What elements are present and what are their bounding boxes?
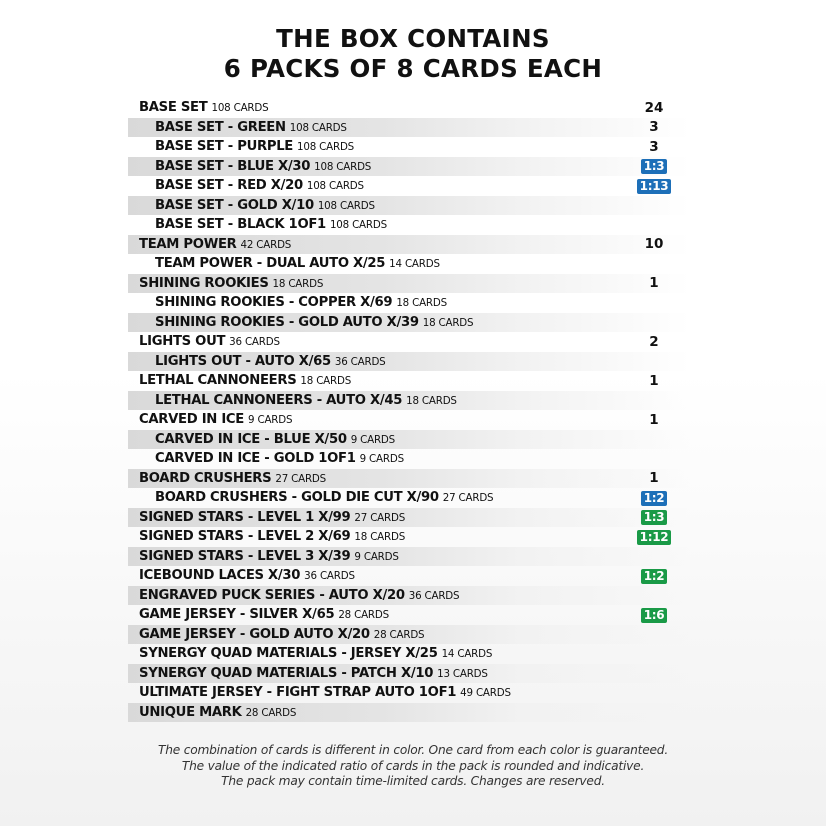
card-set-title: BASE SET - GREEN (155, 119, 286, 135)
card-set-title: TEAM POWER - DUAL AUTO X/25 (155, 256, 386, 272)
card-count: 18 CARDS (272, 277, 324, 290)
card-count: 108 CARDS (317, 199, 375, 212)
pack-quantity (618, 529, 690, 545)
card-set-name (128, 685, 511, 700)
list-item (128, 586, 690, 606)
list-item (128, 98, 690, 118)
card-set-name (128, 120, 347, 135)
card-set-title: BASE SET - GOLD X/10 (155, 197, 314, 213)
card-set-title: SHINING ROOKIES (139, 275, 269, 291)
pack-quantity (618, 490, 690, 506)
card-set-title: BASE SET - RED X/20 (155, 178, 303, 194)
list-item (128, 118, 690, 138)
card-set-name (128, 217, 387, 232)
list-item (128, 215, 690, 235)
list-item (128, 352, 690, 372)
card-set-name (128, 139, 354, 154)
green-ratio-badge: 1:12 (637, 530, 672, 545)
card-count: 108 CARDS (306, 180, 364, 193)
pack-quantity: 3 (649, 119, 659, 136)
card-count: 108 CARDS (289, 121, 347, 134)
card-count: 42 CARDS (240, 238, 292, 251)
card-count: 27 CARDS (354, 511, 406, 524)
list-item (128, 274, 690, 294)
card-set-name (128, 412, 292, 427)
card-set-name (128, 451, 404, 466)
card-set-title: BASE SET - PURPLE (155, 139, 294, 155)
card-count: 108 CARDS (314, 160, 372, 173)
card-set-name (128, 646, 492, 661)
list-item (128, 137, 690, 157)
list-item (128, 547, 690, 567)
green-ratio-badge: 1:2 (641, 569, 668, 584)
card-set-title: TEAM POWER (139, 236, 237, 252)
card-set-title: UNIQUE MARK (139, 704, 242, 720)
card-set-name (128, 490, 493, 505)
card-count: 27 CARDS (275, 472, 326, 485)
green-ratio-badge: 1:6 (641, 608, 668, 623)
card-set-title: ICEBOUND LACES X/30 (139, 568, 301, 584)
card-count: 14 CARDS (441, 648, 493, 661)
card-set-name (128, 295, 447, 310)
card-set-name (128, 237, 291, 252)
list-item (128, 371, 690, 391)
card-set-title: ULTIMATE JERSEY - FIGHT STRAP AUTO 1OF1 (139, 685, 457, 701)
page-title (0, 24, 826, 84)
card-set-title: LETHAL CANNONEERS - AUTO X/45 (155, 392, 403, 408)
card-count: 108 CARDS (297, 141, 355, 154)
blue-ratio-badge: 1:13 (637, 179, 672, 194)
card-count: 36 CARDS (408, 589, 460, 602)
green-ratio-badge: 1:3 (641, 510, 668, 525)
card-count: 28 CARDS (373, 628, 425, 641)
card-count: 28 CARDS (245, 706, 297, 719)
list-item (128, 508, 690, 528)
card-count: 36 CARDS (304, 570, 355, 583)
pack-quantity: 3 (649, 138, 659, 155)
list-item (128, 235, 690, 255)
pack-quantity (618, 178, 690, 194)
card-set-title: LIGHTS OUT - AUTO X/65 (155, 353, 331, 369)
list-item (128, 332, 690, 352)
blue-ratio-badge: 1:2 (641, 491, 668, 506)
card-set-name (128, 666, 488, 681)
pack-quantity: 10 (644, 236, 664, 253)
checklist-table (128, 98, 690, 722)
card-set-title: BASE SET - BLUE X/30 (155, 158, 311, 174)
pack-quantity (618, 509, 690, 525)
pack-quantity: 1 (649, 372, 659, 389)
list-item (128, 430, 690, 450)
card-set-name (128, 178, 364, 193)
disclaimer-line-1: The combination of cards is different in color. One card from each color is guaranteed. (157, 743, 669, 757)
card-set-name (128, 393, 457, 408)
card-count: 18 CARDS (354, 531, 406, 544)
card-set-title: GAME JERSEY - GOLD AUTO X/20 (139, 626, 370, 642)
list-item (128, 293, 690, 313)
list-item (128, 683, 690, 703)
card-set-title: CARVED IN ICE (139, 412, 245, 428)
card-set-title: CARVED IN ICE - GOLD 1OF1 (155, 451, 356, 467)
card-set-name (128, 354, 386, 369)
list-item (128, 566, 690, 586)
list-item (128, 391, 690, 411)
card-count: 27 CARDS (442, 492, 494, 505)
card-set-name (128, 373, 351, 388)
card-set-name (128, 276, 323, 291)
card-set-title: CARVED IN ICE - BLUE X/50 (155, 431, 347, 447)
disclaimer (0, 743, 826, 790)
pack-quantity (618, 568, 690, 584)
card-set-name (128, 529, 405, 544)
card-set-name (128, 334, 280, 349)
list-item (128, 313, 690, 333)
list-item (128, 625, 690, 645)
card-set-name (128, 256, 440, 271)
pack-quantity (618, 607, 690, 623)
card-set-name (128, 510, 405, 525)
card-set-name (128, 100, 268, 115)
pack-quantity: 24 (644, 99, 664, 116)
card-count: 108 CARDS (211, 102, 269, 115)
card-set-title: SHINING ROOKIES - GOLD AUTO X/39 (155, 314, 419, 330)
list-item (128, 644, 690, 664)
card-set-name (128, 198, 375, 213)
card-set-title: ENGRAVED PUCK SERIES - AUTO X/20 (139, 587, 405, 603)
card-count: 36 CARDS (334, 355, 386, 368)
pack-quantity: 1 (649, 411, 659, 428)
card-count: 28 CARDS (338, 609, 389, 622)
card-set-title: GAME JERSEY - SILVER X/65 (139, 607, 335, 623)
pack-quantity (618, 158, 690, 174)
list-item (128, 703, 690, 723)
pack-quantity: 1 (649, 275, 659, 292)
card-count: 49 CARDS (460, 687, 511, 700)
card-count: 18 CARDS (422, 316, 474, 329)
card-count: 108 CARDS (329, 219, 387, 232)
card-count: 14 CARDS (389, 258, 440, 271)
list-item (128, 196, 690, 216)
card-set-name (128, 471, 326, 486)
disclaimer-line-2: The value of the indicated ratio of cards in the pack is rounded and indicative. (181, 758, 645, 773)
card-set-title: SHINING ROOKIES - COPPER X/69 (155, 295, 393, 311)
card-set-title: BOARD CRUSHERS (139, 470, 272, 486)
list-item (128, 527, 690, 547)
pack-quantity: 1 (649, 470, 659, 487)
list-item (128, 176, 690, 196)
card-set-name (128, 315, 473, 330)
list-item (128, 488, 690, 508)
pack-quantity: 2 (649, 333, 659, 350)
card-set-name (128, 705, 296, 720)
card-set-title: BASE SET - BLACK 1OF1 (155, 217, 326, 233)
card-count: 9 CARDS (359, 453, 404, 466)
card-set-name (128, 607, 389, 622)
card-set-title: SIGNED STARS - LEVEL 1 X/99 (139, 509, 351, 525)
card-set-name (128, 432, 395, 447)
card-set-title: BASE SET (139, 100, 208, 116)
card-count: 13 CARDS (437, 667, 488, 680)
card-set-title: SIGNED STARS - LEVEL 2 X/69 (139, 529, 351, 545)
list-item (128, 469, 690, 489)
card-set-title: BOARD CRUSHERS - GOLD DIE CUT X/90 (155, 490, 439, 506)
card-count: 9 CARDS (350, 433, 395, 446)
card-set-title: LETHAL CANNONEERS (139, 373, 297, 389)
title-line-2: 6 PACKS OF 8 CARDS EACH (223, 54, 603, 83)
list-item (128, 410, 690, 430)
card-set-title: SYNERGY QUAD MATERIALS - PATCH X/10 (139, 665, 434, 681)
disclaimer-line-3: The pack may contain time-limited cards. Changes are reserved. (221, 774, 605, 788)
list-item (128, 157, 690, 177)
card-count: 18 CARDS (406, 394, 457, 407)
card-set-name (128, 159, 371, 174)
card-count: 36 CARDS (229, 336, 280, 349)
list-item (128, 449, 690, 469)
list-item (128, 254, 690, 274)
card-set-title: SYNERGY QUAD MATERIALS - JERSEY X/25 (139, 646, 438, 662)
list-item (128, 664, 690, 684)
card-count: 18 CARDS (300, 375, 352, 388)
card-set-name (128, 588, 459, 603)
card-set-name (128, 549, 399, 564)
card-set-title: SIGNED STARS - LEVEL 3 X/39 (139, 548, 351, 564)
card-set-name (128, 568, 355, 583)
title-line-1: THE BOX CONTAINS (276, 24, 550, 53)
card-count: 9 CARDS (248, 414, 293, 427)
list-item (128, 605, 690, 625)
card-count: 18 CARDS (396, 297, 447, 310)
card-count: 9 CARDS (354, 550, 399, 563)
card-set-name (128, 627, 424, 642)
card-set-title: LIGHTS OUT (139, 334, 226, 350)
blue-ratio-badge: 1:3 (641, 159, 668, 174)
